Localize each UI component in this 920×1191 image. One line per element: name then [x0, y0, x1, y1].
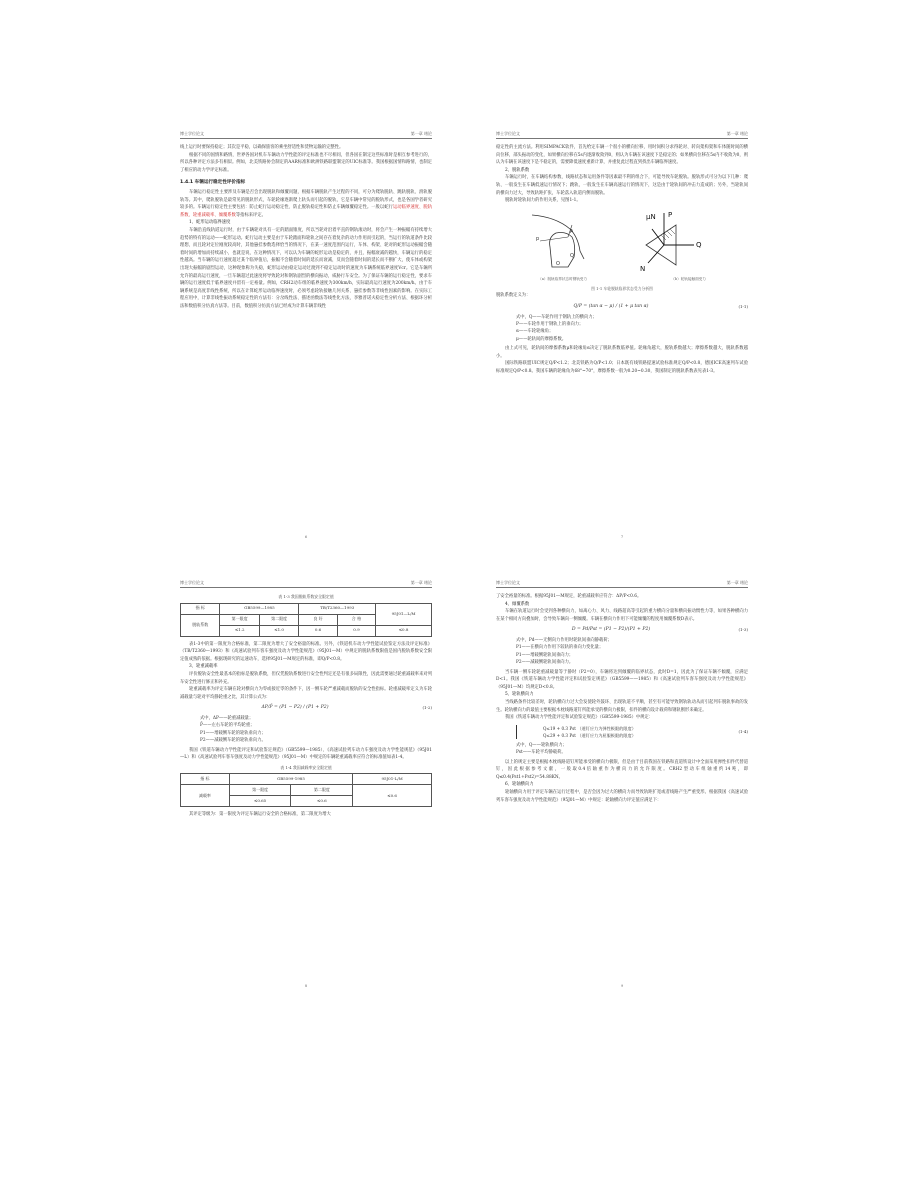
fig-label-Q-right: Q	[696, 240, 702, 249]
subsection-heading: 3、轮重减载率	[189, 664, 218, 670]
equation-1-1	[496, 303, 748, 311]
header-left: 博士学位论文	[180, 131, 204, 136]
table-cell: ≤1.2	[220, 625, 259, 636]
paragraph: 了安全裕量的标准。根据95J01—M规定，轮重减载率应符合：ΔP/P<0.6。	[496, 594, 642, 599]
definition: 式中，ΔP——轮重减载量；	[200, 715, 254, 721]
definition: P——车轮作用于钢轨上的垂向力；	[516, 321, 584, 327]
wheel-rail-diagram	[496, 207, 748, 273]
equation-line: Q≤29 + 0.3 Pst （道钉应力为屈服极限的限度）	[543, 732, 636, 738]
paragraph: 轮轴横向力用于评定车辆在运行过程中，是否会因为过大的横向力而导致轨距扩宽或者线路产生严重变形。根据我国《高速试验列车客车强度及动力学性能规范》（95J01—M）中规定：轮轴横向力评定值应满足下：	[496, 789, 748, 803]
table-header: 95J01—L/M	[376, 603, 432, 625]
paragraph: 车辆运行时，在车辆结构参数、线路状态和运用条件等因素最不利的组合下，可能导致车轮脱轨。脱轨形式可分为以下几种：爬轨、一般发生在车辆低速运行情况下；跳轨，一般发生在车辆高速运行的情况下，这是由于轮轨间的冲击力造成的；另外，当轮轨间的横向力过大，导致轨距扩张，车轮落入轨道内侧而脱轨。	[496, 175, 748, 196]
table-1-4	[180, 773, 432, 807]
symbol-definitions	[496, 314, 748, 344]
definition: P2——减载侧轮轨间垂向力。	[516, 660, 574, 666]
definition: 式中，Q——车轮作用于钢轨上的横向力；	[516, 314, 597, 320]
paragraph: 当车辆一侧车轮轮重减载量等于静时（P2=0），车辆将达到倾覆的临界状态，此时D=1，因此为了保证车辆不倾覆，应满足D<1。我国《铁道车辆动力学性能评定和试验鉴定规范》（GB5599——1985）和《高速试验列车客车强度及动力学性能规范》（95J01—M）均规定D<0.8。	[496, 669, 748, 690]
paragraph: 脱轨系数定义为：	[496, 293, 531, 299]
definition: 式中，Q——轮轨横向力；	[516, 742, 567, 748]
equation-1-4	[496, 725, 748, 739]
paragraph: 我国《铁道车辆动力学性能评定和试验鉴定规范》（GB5599—1985）、《高速试验列车动力车强度及动力学性能规范》（95J01—L）和《高速试验列车客车强度及动力学性能规范》（95J01—M）中规定的车辆轮重减载率应符合的标准值如表1-4。	[180, 747, 432, 761]
definition: 式中，Pd——无侧向力作用时轮轨间垂向静载荷；	[516, 637, 612, 643]
equation-lhs: D =	[571, 627, 581, 633]
page-number: 8	[304, 983, 308, 989]
table-header: GB5599—1985	[220, 603, 299, 614]
paragraph: 轮重减载率为评定车辆在轮对横向力为零或接近零的条件下，因一侧车轮严重减载而脱轨的安全性指标。轮重减载率定义为车轮减载量与轮对平均静轮重之比，其计算公式为：	[180, 687, 432, 700]
header-right: 第一章 绪论	[410, 131, 432, 136]
fig-label-muN: μN	[646, 212, 656, 221]
paragraph: 稳定性的主流方法。利用SIMPACK软件，首先给定车辆一个很小的横向位移，用时间积分求得轮对、转向架构架和车体随时间的横向位移，部头振动的变化，如果横向位移在5s内逐渐收敛到0，则认为车辆在该速度下是稳定的；如果横向位移在5s内不收敛为0，则认为车辆在该速度下是不稳定的，需要降低速度重新计算，并重复此过程直到找出车辆临界速度。	[496, 145, 748, 166]
table-caption: 表 1-3 我国脱轨系数安全限定值	[278, 594, 334, 599]
page-header	[496, 580, 748, 588]
figure-subcaption-b: （b）轮轨接触面受力	[671, 277, 706, 282]
equation-body	[496, 626, 726, 634]
table-subheader: 第一限度	[229, 785, 291, 796]
table-header: 指 标	[181, 603, 220, 614]
table-cell: 0.6	[299, 625, 337, 636]
fig-label-N: N	[640, 264, 646, 273]
subsection-heading: 1、蛇形运动临界速度	[189, 220, 231, 226]
equation-1-3	[496, 626, 748, 634]
fig-label-O: O	[556, 260, 560, 267]
equation-rhs: (tan α − μ) / (1 + μ tan α)	[588, 303, 649, 309]
header-left: 博士学位论文	[496, 580, 520, 585]
equation-lhs: Q/P =	[573, 303, 588, 309]
page-6	[180, 131, 432, 541]
paragraph: 其评定等级为：第一限度为评定车辆运行安全的合格标准，第二限度为增大	[189, 812, 331, 818]
definition: P1——在横向力作用下较轨的垂向力变化量；	[516, 645, 604, 651]
table-subheader: 良 好	[299, 614, 337, 625]
highlighted-text: 运动临界速度、脱轨系数、轮重减载率、倾覆系数	[180, 205, 432, 218]
table-header: GB5599-1985	[229, 774, 352, 785]
paragraph: 当线路条件比较差时，轮轨横向力过大会发使轮外鼓环、出现轨道不平顺，甚至有可能导致钢轨轨动从而引起列车脱轨事故的发生。轮轨横向力的最值主要根据木枕线路道钉所能承受的横向力极限，扣件的横向设计载荷和钢轨断形来确定。	[496, 699, 748, 713]
definition: P1——增载侧车轮的轮轨垂向力；	[200, 730, 266, 736]
table-caption: 表 1-4 我国减载率安全限定值	[280, 764, 332, 770]
table-header: 95J01-L/M	[353, 774, 432, 785]
symbol-definitions	[180, 715, 432, 745]
table-cell: ≤0.6	[353, 785, 432, 807]
section-heading: 1.4.1 车辆运行稳定性评价指标	[180, 180, 246, 186]
header-right: 第一章 绪论	[726, 580, 748, 585]
page-8	[180, 580, 432, 990]
header-right: 第一章 绪论	[410, 580, 432, 585]
fig-label-Q: Q	[570, 252, 574, 259]
page-header	[180, 580, 432, 588]
paragraph: 线上运行时要保持稳定；其次是平稳，以确保旅客的乘坐舒适性和货物运输的完整性。	[180, 145, 344, 150]
equation-line: Q≤19 + 0.3 Pst （道钉应力为弹性极限的限度）	[543, 725, 636, 731]
figure-subcaptions	[496, 276, 748, 284]
figure-1-1	[496, 207, 748, 285]
text-run: 等指标来评定。	[235, 212, 266, 218]
definition: Pst——车轮平均静载荷。	[516, 750, 566, 756]
table-subheader: 第一限度	[220, 614, 259, 625]
table-subheader: 合 格	[337, 614, 375, 625]
paragraph: 我国《铁道车辆动力学性能评定和试验鉴定规范》（GB5599-1985）中规定：	[505, 715, 654, 721]
page-9	[496, 580, 748, 990]
table-cell: ≤1.0	[259, 625, 298, 636]
page-7	[496, 131, 748, 541]
definition: μ——轮轨间的摩擦系数。	[516, 336, 567, 342]
table-header: 指 标	[181, 774, 230, 785]
figure-caption: 图 1-1 车轮脱轨临界状态受力分析图	[591, 285, 653, 291]
page-number: 9	[620, 983, 624, 989]
equation-body	[180, 704, 410, 712]
equation-number: (1-4)	[738, 728, 748, 734]
table-cell: ≤0.65	[229, 796, 291, 807]
paragraph: 以上的规定主要是根据木枕线路道钉所能承受的横向力极限，但是由于目前我国在铁路和直道铁设计中全面采用弹性扣件代替道钉，因此根据参考文献，一般取0.4倍轴重作为横向力的允许限度。CRH2型动车组轴重约14吨，即Q≤0.4(Pst1+Pst2)=54.88KN。	[496, 759, 748, 780]
page-number: 7	[620, 534, 624, 540]
equation-rhs: (P1 − P2) / (P1 + P2)	[279, 705, 329, 711]
table-1-3	[180, 603, 432, 637]
equation-number: (1-2)	[422, 705, 432, 711]
table-cell: ≤0.6	[291, 796, 353, 807]
header-left: 博士学位论文	[496, 131, 520, 136]
equation-rhs: (P1 − P2)/(P1 + P2)	[603, 627, 651, 633]
table-subheader: 第二限度	[259, 614, 298, 625]
paragraph: 由上式可见，轮轨间的摩擦系数μ和轮缘角α决定了脱轨系数临界值。轮缘角越大，脱轨系数越大；摩擦系数越大，脱轨系数越小。	[496, 346, 748, 359]
definition: P2——减载侧车轮的轮轨垂向力。	[200, 738, 266, 744]
paragraph: 车辆沿直线轨道运行时，由于车辆轮对具有一定的踏面锥度，所以当轮对沿着平直的钢轨滚动时，将会产生一种振幅有持续增大趋势的特有的运动——蛇形运动。蛇行运动主要是由于车轮踏面和轮轨之间存在着复杂的动力作用而引起的，当运行的轨道条件比较理想，而且轮对定位刚度较高时，其他悬挂参数选择恰当的情况下，在某一速度范围内运行，车体、构架、轮对的蛇形运动振幅会随着时间的增加而持续减小，也就是说，在这种情况下，可以认为车辆的蛇形运动是稳定的，并且，振幅衰减的越快，车辆运行的稳定性越高。当车辆的运行速度超过某个临界值后，振幅不会随着时间的延长而衰减，反而会随着时间的延长而不断扩大，使车体或构架出现大振幅的剧烈运动，这种现象称为失稳，蛇形运动由稳定运动过渡到不稳定运动时的速度为车辆系统临界速度Vcr。它是车辆所允许的最高运行速度，一旦车辆超过此速度将导致轮对和钢轨剧烈的横向振动，威胁行车安全。为了保证车辆的运行稳定性，要求车辆的运行速度低于临界速度并留有一定裕量。例如，CRH2动车组的临界速度为300km/h，实际最高运行速度为200km/h。由于车辆系统是高度非线性系统，所以在计算蛇形运动临界速度时，必须考虑轮轨接触几何关系、悬挂参数等非线性因素的影响。在实际工程应用中，计算非线性振动系统稳定性的方法有：分岔线性法、描述函数法等线性化方法，李雅普诺夫稳定性分析方法、根据环分析法和数值积分仿真方法等。目前，数值积分仿真方法已经成为计算车辆非线性	[180, 227, 432, 309]
paragraph	[180, 189, 432, 219]
header-left: 博士学位论文	[180, 580, 204, 585]
header-right: 第一章 绪论	[726, 131, 748, 136]
definition: P̄——左右车轮的平均轮重；	[200, 723, 255, 729]
subsection-heading: 2、脱轨系数	[505, 167, 530, 173]
paragraph: 国际铁路联盟UIC规定Q/P<1.2；北美铁路为Q/P<1.0；日本既有线铁路提速试验标准规定Q/P<0.8，德国ICE高速列车试验标准规定Q/P<0.8。我国车辆的轮缘角为68°~70°，摩擦系数一般为0.20~0.30，我国制定的脱轨系数表见表1-3。	[496, 361, 748, 374]
equation-lhs: ΔP/P̄ =	[261, 705, 278, 711]
paragraph: 根据不同的国情和路情，世界各国对机车车辆动力学性能的评定标准也不尽相同，但各国在制定这些标准时是相互参考进行的，所以各种评定方法多有相似。例如，北美铁路协会制定的AAR标准和欧洲铁路联盟制定的UIC标准等。我国根据国情和路情，也制定了相应的动力学评定标准。	[180, 152, 432, 173]
equation-1-2	[180, 704, 432, 712]
page-header	[496, 131, 748, 139]
fig-label-A: A	[570, 228, 574, 235]
definition: α——车轮轮缘角；	[516, 329, 554, 335]
subsection-heading: 6、轮轴横向力	[505, 782, 534, 788]
equation-number: (1-3)	[738, 627, 748, 633]
table-row-label: 减载率	[181, 785, 230, 807]
page-header	[180, 131, 432, 139]
equation-body	[496, 303, 726, 311]
equation-body	[516, 725, 726, 739]
fig-label-p: p	[536, 235, 540, 242]
table-subheader: 第二限度	[291, 785, 353, 796]
paragraph: 脱轨时轮轨间力的作用关系，见图1-1。	[505, 198, 581, 204]
paragraph: 车辆在轨道运行时会受到各种横向力，如离心力、风力、线路超高等引起的重力横向分量和横向振动惯性力等，如果各种横向力在某个相同方向叠加时，会导致车辆向一侧倾覆。车辆在横向力作用下可能倾覆的程度用倾覆系数D表示。	[496, 609, 748, 622]
table-row-label: 脱轨系数	[181, 614, 220, 636]
symbol-definitions	[496, 637, 748, 667]
table-cell: ≤0.8	[376, 625, 432, 636]
subsection-heading: 4、倾覆系数	[505, 601, 530, 607]
figure-subcaption-a: （a）脱轨临界状态时钢轨受力	[538, 277, 587, 282]
paragraph: 表1-3中的第一限度为合格标准，第二限度为增大了安全裕量的标准。另外，《铁道机车动力学性能试验鉴定方法及评定标准》（TB/T2360—1993）和《高速试验列车客车强度及动力学性能规范》（95J01—M）中规定的脱轨系数限值是国内脱轨系数安全限定值成熟的依据。根据现研究的运速动车，选择95J01—M规定的标准，即Q/P<0.8。	[180, 641, 432, 662]
text-run: 车辆运行稳定性主要涉及车辆是否会出现脱轨和倾覆问题，根据车辆脱轨产生过程的不同，可分为爬轨脱轨、跳轨脱轨、滑轨脱轨等。其中，爬轨脱轨是最常见的脱轨形式，车轮轮缘逐渐爬上轨头而引起的脱轨，它是车辆中常见的脱轨形式，也是各国学者研究较多的。车辆运行稳定性主要包括：防止蛇行运动稳定性、防止脱轨稳定性和防止车辆倾覆稳定性。一般以蛇行	[180, 189, 432, 211]
subsection-heading: 5、轮轨横向力	[505, 692, 534, 698]
equation-number: (1-1)	[738, 303, 748, 309]
page-number: 6	[304, 534, 308, 540]
symbol-definitions	[496, 742, 748, 757]
fig-label-P: P	[668, 210, 673, 219]
definition: P1——增载侧轮轨间垂向力；	[516, 652, 574, 658]
table-cell: 0.9	[337, 625, 375, 636]
paragraph: 评价脱轨安全性最基本的指标是脱轨系数，但仅凭脱轨系数进行安全性判定还是有很多局限性，因此需要通过轮重减载率来对列车安全性进行修正和补充。	[180, 671, 432, 685]
table-header: TB/T2360—1993	[299, 603, 376, 614]
equation-mid: Pd/Pst =	[582, 627, 603, 633]
